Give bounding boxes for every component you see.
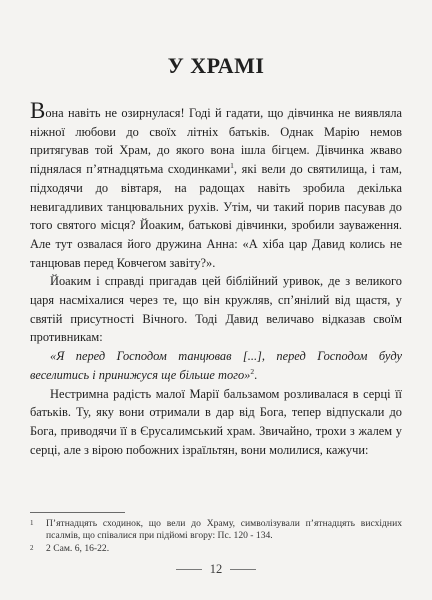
page-number-footer: [0, 562, 432, 577]
bible-quote: [30, 347, 402, 384]
footnote-1-text: П’ятнадцять сходинок, що вели до Храму, символізували п’ятнадцять висхідних псалмів, що співалися при підйомі вгору: Пс. 120 - 134.: [46, 518, 402, 542]
footnote-ref-1[interactable]: 1: [230, 161, 234, 171]
footnote-2-number: 2: [30, 543, 34, 552]
paragraph-3: Нестримна радість малої Марії бальзамом розливалася в серці її батьків. Ту, яку вони отримали в дар від Бога, тепер відпускали до Бога, приводячи її в Єрусалимський храм. Звичайно, трохи з жалем у серці, але з вірою побожних ізраїльтян, вони молилися, кажучи:: [30, 386, 402, 457]
footnote-2: [30, 543, 402, 555]
chapter-title: У ХРАМІ: [167, 52, 265, 78]
bible-quote-text: «Я перед Господом танцював [...], перед Господом буду веселитись і принижуся ще більше того»: [30, 349, 402, 382]
footnote-ref-2[interactable]: 2: [250, 366, 255, 376]
paragraph-1: [30, 98, 402, 272]
footnote-divider: [30, 512, 125, 513]
bible-quote-end: .: [254, 367, 258, 382]
folio-right-rule: [230, 569, 256, 570]
paragraph-1-text: она навіть не озирнулася! Годі й гадати, що дівчинка не виявляла ніжної любови до своїх літніх батьків. Однак Марію немов притягував той Храм, до якого вона ішла бігцем. Дівчинка жваво піднялася п’ятнадцятьма сходинками: [30, 106, 402, 177]
footnote-2-text: 2 Сам. 6, 16-22.: [46, 542, 110, 554]
main-text: [30, 98, 402, 459]
footnote-1-number: 1: [30, 519, 34, 527]
page-number: 12: [209, 562, 223, 576]
folio-left-rule: [176, 569, 202, 570]
footnotes: [30, 518, 402, 555]
paragraph-1-text-rest: , які вели до святилища, і там, підходячи до вівтаря, на радощах навіть зробила декілька невигадливих танцювальних рухів. Утім, чи такий порив пасував до того святого місця? Йоаким, батькові дівчинки, зробили зауваження. Але тут озвалася його дружина Анна: «А хіба цар Давид колись не танцював перед Ковчегом завіту?».: [30, 162, 402, 270]
footnote-1: [30, 518, 402, 543]
paragraph-2: Йоаким і справді пригадав цей біблійний уривок, де з великого царя насміхалися через те, що він кружляв, сп’янілий від щастя, у святій присутності Вічного. Тоді Давид величаво відказав своїм противникам:: [30, 274, 402, 345]
drop-cap: В: [30, 98, 46, 123]
